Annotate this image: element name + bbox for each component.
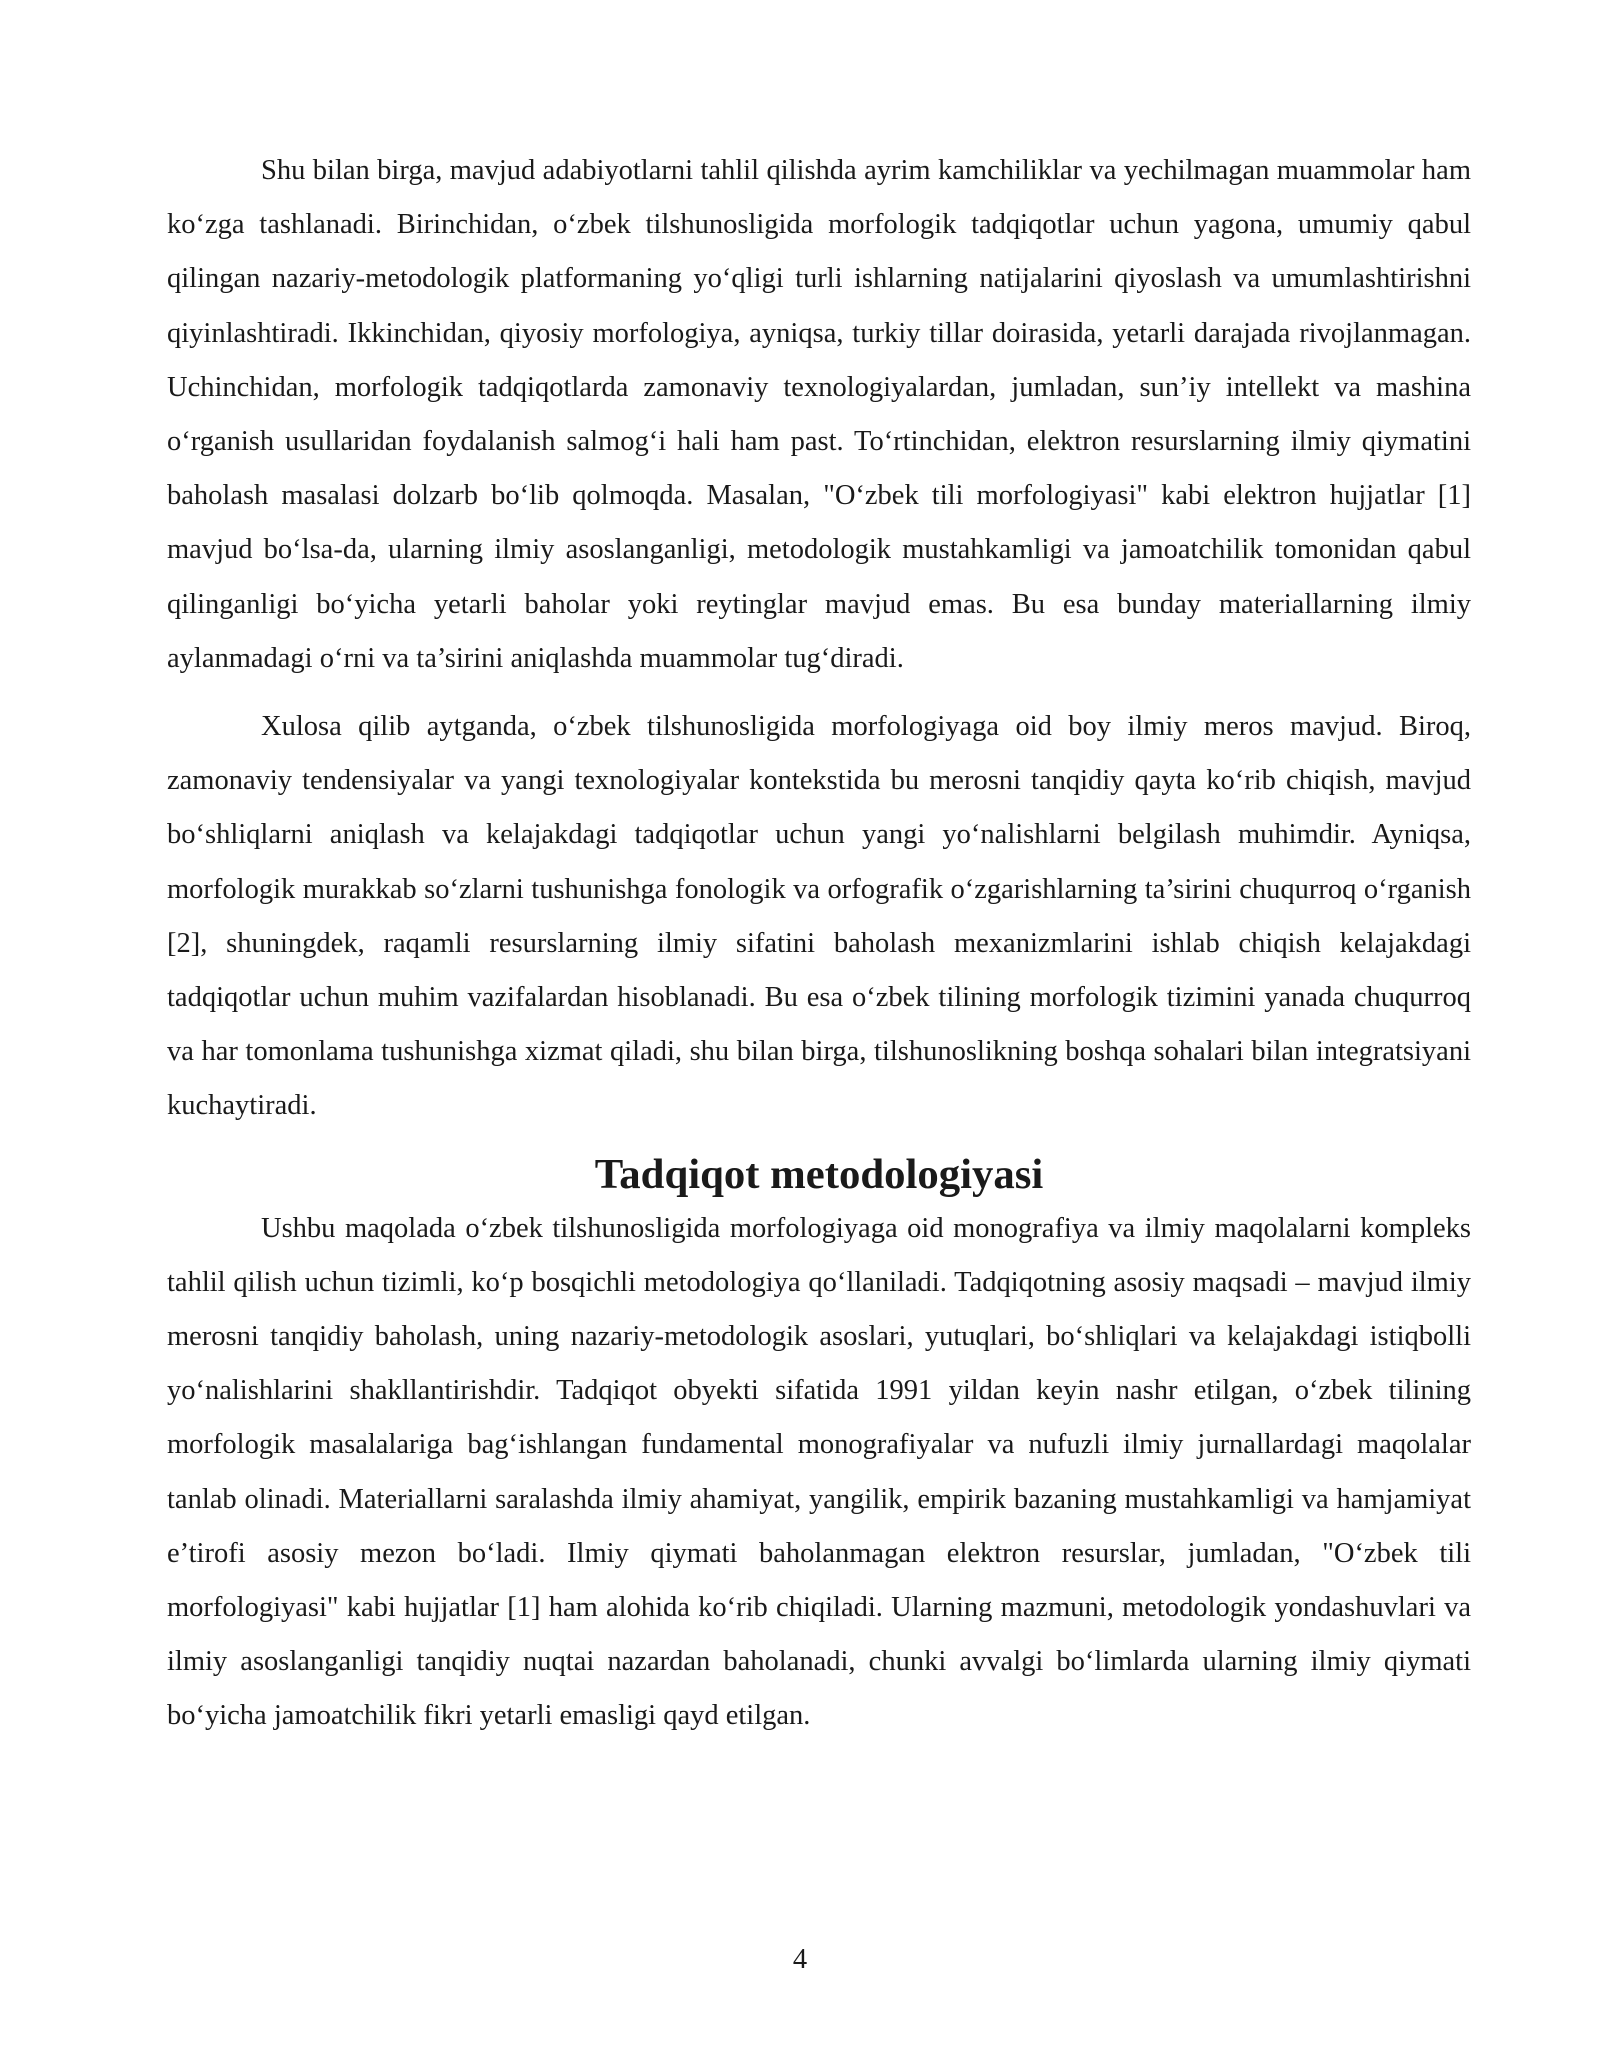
paragraph-shortcomings: Shu bilan birga, mavjud adabiyotlarni tahlil qilishda ayrim kamchiliklar va yechilmagan muammolar ham ko‘zga tashlanadi. Birinchidan, o‘zbek tilshunosligida morfologik tadqiqotlar uchun yagona, umumiy qabul qilingan nazariy-metodologik platformaning yo‘qligi turli ishlarning natijalarini qiyoslash va umumlashtirishni qiyinlashtiradi. Ikkinchidan, qiyosiy morfologiya, ayniqsa, turkiy tillar doirasida, yetarli darajada rivojlanmagan. Uchinchidan, morfologik tadqiqotlarda zamonaviy texnologiyalardan, jumladan, sun’iy intellekt va mashina o‘rganish usullaridan foydalanish salmog‘i hali ham past. To‘rtinchidan, elektron resurslarning ilmiy qiymatini baholash masalasi dolzarb bo‘lib qolmoqda. Masalan, "O‘zbek tili morfologiyasi" kabi elektron hujjatlar [1] mavjud bo‘lsa-da, ularning ilmiy asoslanganligi, metodologik mustahkamligi va jamoatchilik tomonidan qabul qilinganligi bo‘yicha yetarli baholar yoki reytinglar mavjud emas. Bu esa bunday materiallarning ilmiy aylanmadagi o‘rni va ta’sirini aniqlashda muammolar tug‘diradi. [167,155,1471,674]
paragraph-conclusion: Xulosa qilib aytganda, o‘zbek tilshunosligida morfologiyaga oid boy ilmiy meros mavjud. Biroq, zamonaviy tendensiyalar va yangi texnologiyalar kontekstida bu merosni tanqidiy qayta ko‘rib chiqish, mavjud bo‘shliqlarni aniqlash va kelajakdagi tadqiqotlar uchun yangi yo‘nalishlarni belgilash muhimdir. Ayniqsa, morfologik murakkab so‘zlarni tushunishga fonologik va orfografik o‘zgarishlarning ta’sirini chuqurroq o‘rganish [2], shuningdek, raqamli resurslarning ilmiy sifatini baholash mexanizmlarini ishlab chiqish kelajakdagi tadqiqotlar uchun muhim vazifalardan hisoblanadi. Bu esa o‘zbek tilining morfologik tizimini yanada chuqurroq va har tomonlama tushunishga xizmat qiladi, shu bilan birga, tilshunoslikning boshqa sohalari bilan integratsiyani kuchaytiradi. [167,711,1471,1122]
page-number: 4 [792,1944,808,1975]
page-body [167,144,1471,1744]
paragraph-methodology: Ushbu maqolada o‘zbek tilshunosligida morfologiyaga oid monografiya va ilmiy maqolalarni kompleks tahlil qilish uchun tizimli, ko‘p bosqichli metodologiya qo‘llaniladi. Tadqiqotning asosiy maqsadi – mavjud ilmiy merosni tanqidiy baholash, uning nazariy-metodologik asoslari, yutuqlari, bo‘shliqlari va kelajakdagi istiqbolli yo‘nalishlarini shakllantirishdir. Tadqiqot obyekti sifatida 1991 yildan keyin nashr etilgan, o‘zbek tilining morfologik masalalariga bag‘ishlangan fundamental monografiyalar va nufuzli ilmiy jurnallardagi maqolalar tanlab olinadi. Materiallarni saralashda ilmiy ahamiyat, yangilik, empirik bazaning mustahkamligi va hamjamiyat e’tirofi asosiy mezon bo‘ladi. Ilmiy qiymati baholanmagan elektron resurslar, jumladan, "O‘zbek tili morfologiyasi" kabi hujjatlar [1] ham alohida ko‘rib chiqiladi. Ularning mazmuni, metodologik yondashuvlari va ilmiy asoslanganligi tanqidiy nuqtai nazardan baholanadi, chunki avvalgi bo‘limlarda ularning ilmiy qiymati bo‘yicha jamoatchilik fikri yetarli emasligi qayd etilgan. [167,1212,1471,1732]
section-heading: Tadqiqot metodologiyasi [594,1150,1044,1198]
